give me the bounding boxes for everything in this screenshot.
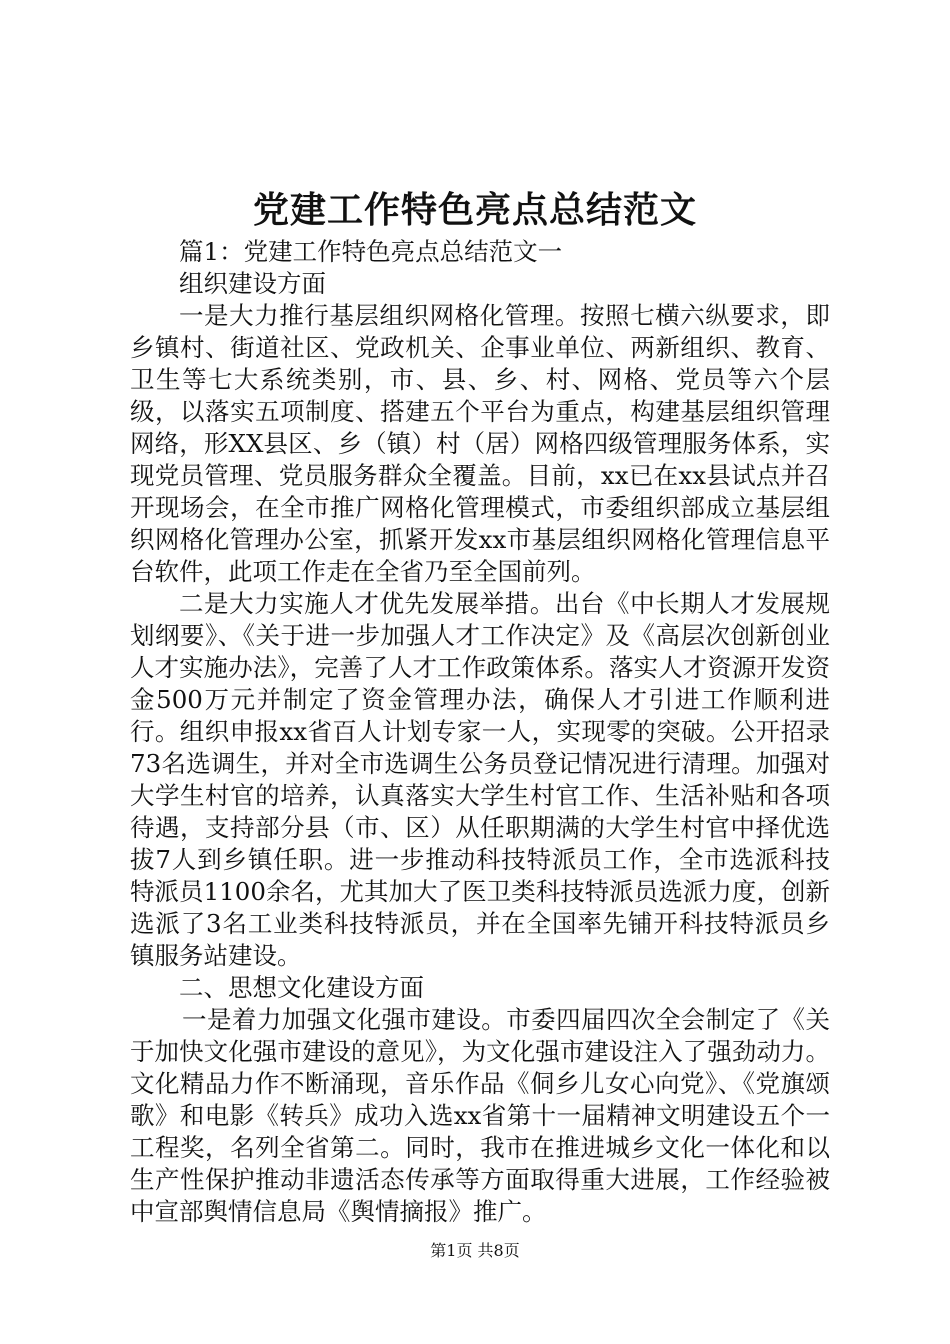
section-heading-article: 篇1：党建工作特色亮点总结范文一 [179,237,563,266]
document-body [130,236,830,1228]
section-heading-culture: 二、思想文化建设方面 [179,973,424,1002]
body-paragraph: 一是大力推行基层组织网格化管理。按照七横六纵要求，即乡镇村、街道社区、党政机关、企事业单位、两新组织、教育、卫生等七大系统类别，市、县、乡、村、网格、党员等六个层级，以落实五项制度、搭建五个平台为重点，构建基层组织管理网络，形XX县区、乡（镇）村（居）网格四级管理服务体系，实现党员管理、党员服务群众全覆盖。目前，xx已在xx县试点并召开现场会，在全市推广网格化管理模式，市委组织部成立基层组织网格化管理办公室，抓紧开发xx市基层组织网格化管理信息平台软件，此项工作走在全省乃至全国前列。 [130,301,830,586]
document-title: 党建工作特色亮点总结范文 [252,189,697,231]
section-heading-organization: 组织建设方面 [179,269,326,298]
page-footer: 第1页 共8页 [430,1241,520,1260]
body-paragraph: 一是着力加强文化强市建设。市委四届四次全会制定了《关于加快文化强市建设的意见》，为文化强市建设注入了强劲动力。文化精品力作不断涌现，音乐作品《侗乡儿女心向党》、《党旗颂歌》和电影《转兵》成功入选xx省第十一届精神文明建设五个一工程奖，名列全省第二。同时，我市在推进城乡文化一体化和以生产性保护推动非遗活态传承等方面取得重大进展，工作经验被中宣部舆情信息局《舆情摘报》推广。 [130,1005,830,1226]
body-paragraph: 二是大力实施人才优先发展举措。出台《中长期人才发展规划纲要》、《关于进一步加强人才工作决定》及《高层次创新创业人才实施办法》，完善了人才工作政策体系。落实人才资源开发资金500万元并制定了资金管理办法，确保人才引进工作顺利进行。组织申报xx省百人计划专家一人，实现零的突破。公开招录73名选调生，并对全市选调生公务员登记情况进行清理。加强对大学生村官的培养，认真落实大学生村官工作、生活补贴和各项待遇，支持部分县（市、区）从任职期满的大学生村官中择优选拔7人到乡镇任职。进一步推动科技特派员工作，全市选派科技特派员1100余名，尤其加大了医卫类科技特派员选派力度，创新选派了3名工业类科技特派员，并在全国率先铺开科技特派员乡镇服务站建设。 [130,589,830,970]
